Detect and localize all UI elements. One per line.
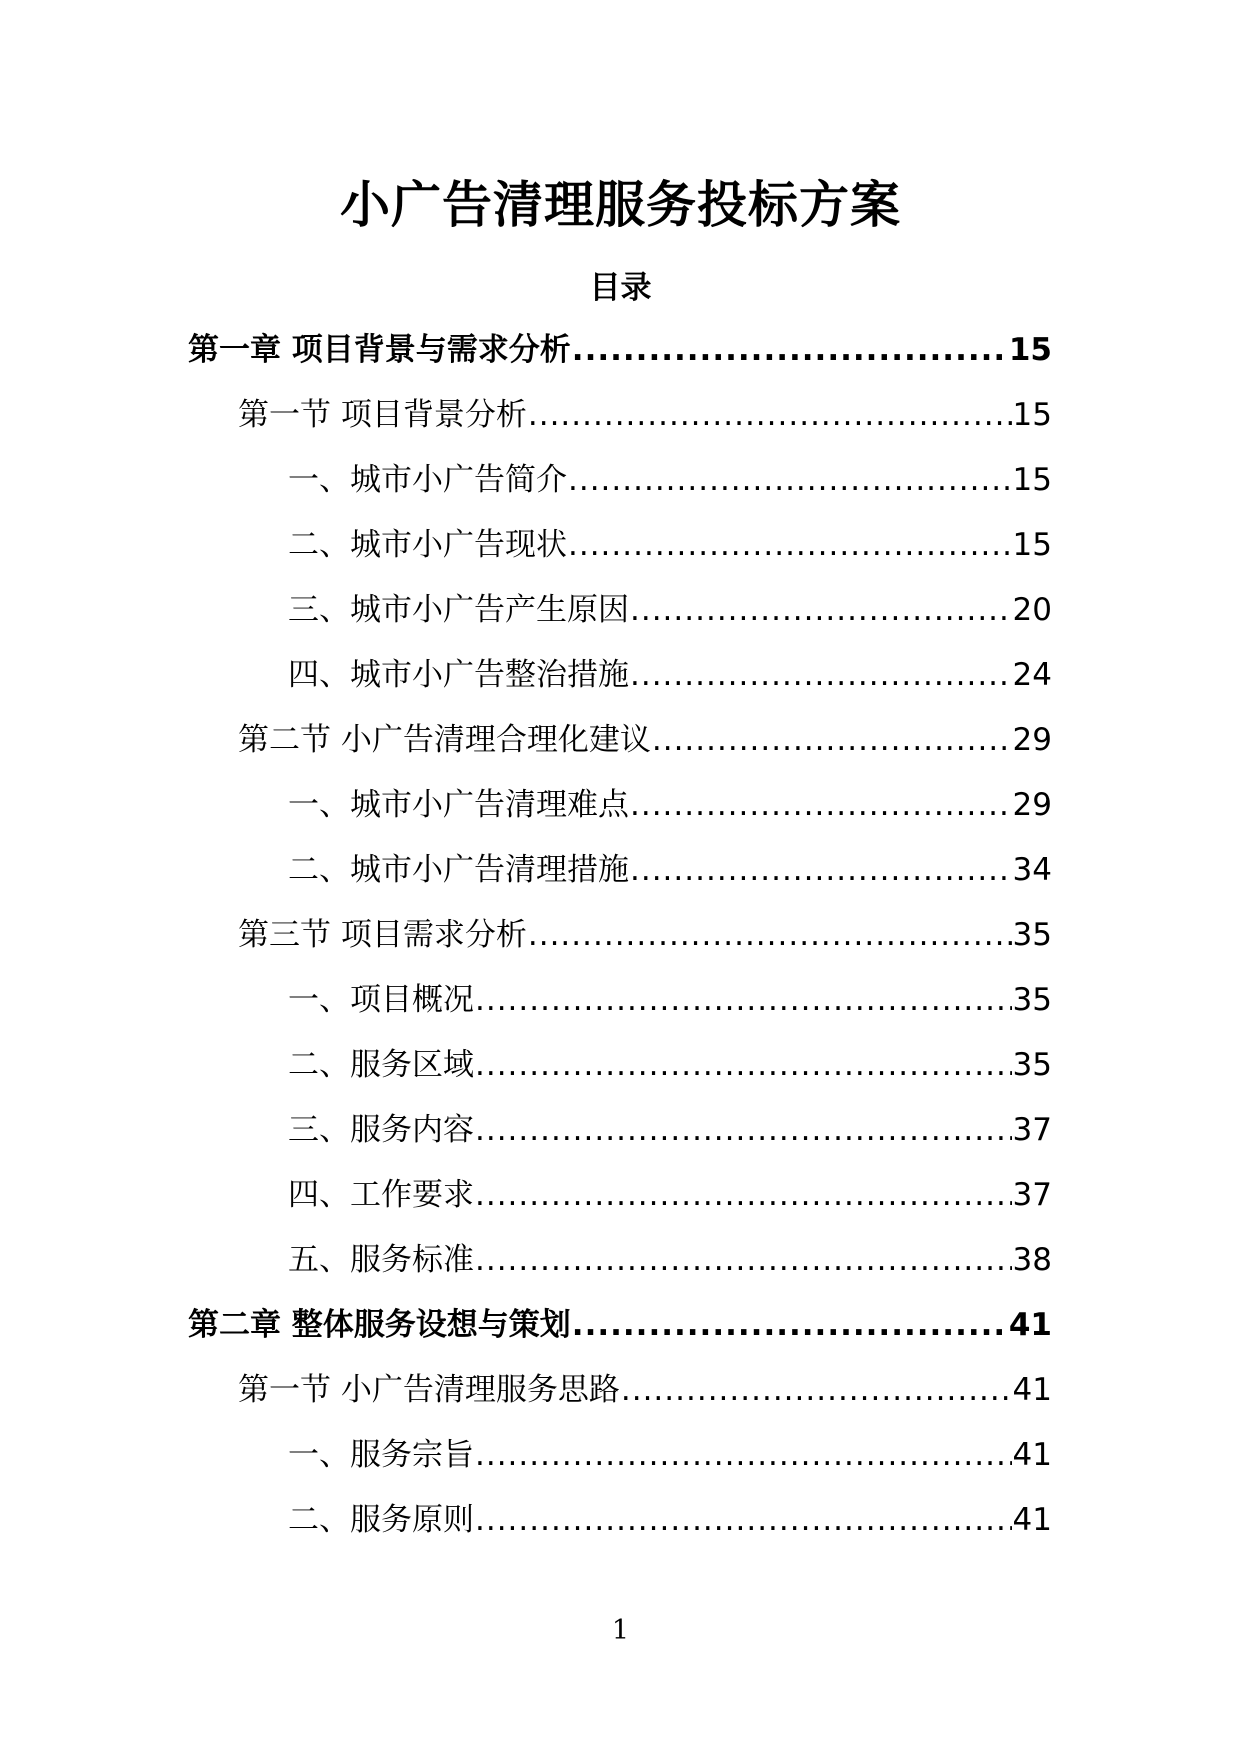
toc-entry-section-1-3[interactable] [188,913,1052,978]
toc-entry-item[interactable] [188,783,1052,848]
toc-heading: 目录 [589,270,652,306]
toc-entry-page: 15 [1012,397,1052,433]
document-title: 小广告清理服务投标方案 [340,176,901,234]
toc-entry-page: 38 [1012,1242,1052,1278]
toc-entry-page: 35 [1012,917,1052,953]
toc-entry-label: 一、城市小广告简介 [288,462,567,498]
toc-entry-label: 五、服务标准 [288,1242,474,1278]
toc-entry-label: 三、城市小广告产生原因 [288,592,629,628]
toc-entry-item[interactable] [188,653,1052,718]
toc-leader-dots [572,328,1008,372]
toc-entry-page: 29 [1012,722,1052,758]
toc-entry-item[interactable] [188,523,1052,588]
toc-entry-item[interactable] [188,458,1052,523]
toc-entry-chapter-2[interactable] [188,1303,1052,1368]
toc-entry-page: 15 [1012,462,1052,498]
toc-entry-item[interactable] [188,1108,1052,1173]
toc-entry-page: 41 [1012,1372,1052,1408]
toc-entry-item[interactable] [188,978,1052,1043]
toc-entry-page: 41 [1012,1502,1052,1538]
page-number: 1 [611,1615,630,1646]
toc-entry-chapter-1[interactable] [188,328,1052,393]
toc-leader-dots [568,523,1012,567]
toc-leader-dots [475,1043,1012,1087]
toc-leader-dots [528,913,1012,957]
toc-leader-dots [621,1368,1012,1412]
toc-entry-label: 一、服务宗旨 [288,1437,474,1473]
toc-entry-label: 二、城市小广告现状 [288,527,567,563]
toc-entry-item[interactable] [188,1498,1052,1563]
table-of-contents [188,328,1052,1563]
toc-leader-dots [475,1498,1012,1542]
toc-entry-section-1-2[interactable] [188,718,1052,783]
toc-entry-page: 20 [1012,592,1052,628]
toc-entry-page: 41 [1008,1307,1052,1343]
toc-entry-item[interactable] [188,848,1052,913]
toc-entry-page: 35 [1012,1047,1052,1083]
toc-leader-dots [572,1303,1008,1347]
toc-entry-page: 15 [1008,332,1052,368]
toc-entry-item[interactable] [188,1043,1052,1108]
toc-entry-item[interactable] [188,588,1052,653]
toc-leader-dots [652,718,1012,762]
toc-entry-label: 第一节 项目背景分析 [238,397,527,433]
toc-entry-section-2-1[interactable] [188,1368,1052,1433]
toc-entry-label: 一、项目概况 [288,982,474,1018]
toc-entry-label: 第二章 整体服务设想与策划 [188,1307,571,1343]
toc-entry-label: 第一节 小广告清理服务思路 [238,1372,620,1408]
toc-entry-label: 三、服务内容 [288,1112,474,1148]
toc-entry-item[interactable] [188,1238,1052,1303]
toc-leader-dots [475,1433,1012,1477]
toc-leader-dots [475,1238,1012,1282]
toc-entry-label: 二、服务区域 [288,1047,474,1083]
toc-entry-item[interactable] [188,1173,1052,1238]
toc-entry-label: 二、城市小广告清理措施 [288,852,629,888]
toc-entry-label: 第一章 项目背景与需求分析 [188,332,571,368]
toc-entry-label: 四、城市小广告整治措施 [288,657,629,693]
toc-leader-dots [630,653,1012,697]
toc-entry-page: 29 [1012,787,1052,823]
toc-entry-section-1-1[interactable] [188,393,1052,458]
toc-leader-dots [568,458,1012,502]
toc-leader-dots [630,783,1012,827]
toc-entry-label: 一、城市小广告清理难点 [288,787,629,823]
toc-leader-dots [528,393,1012,437]
toc-leader-dots [475,1108,1012,1152]
toc-entry-label: 第三节 项目需求分析 [238,917,527,953]
toc-entry-label: 二、服务原则 [288,1502,474,1538]
toc-entry-page: 41 [1012,1437,1052,1473]
toc-entry-page: 35 [1012,982,1052,1018]
toc-leader-dots [630,848,1012,892]
toc-leader-dots [475,1173,1012,1217]
toc-entry-page: 37 [1012,1177,1052,1213]
toc-entry-label: 第二节 小广告清理合理化建议 [238,722,651,758]
toc-entry-item[interactable] [188,1433,1052,1498]
toc-entry-page: 34 [1012,852,1052,888]
toc-entry-page: 24 [1012,657,1052,693]
toc-entry-page: 15 [1012,527,1052,563]
toc-leader-dots [630,588,1012,632]
toc-leader-dots [475,978,1012,1022]
toc-entry-page: 37 [1012,1112,1052,1148]
toc-entry-label: 四、工作要求 [288,1177,474,1213]
